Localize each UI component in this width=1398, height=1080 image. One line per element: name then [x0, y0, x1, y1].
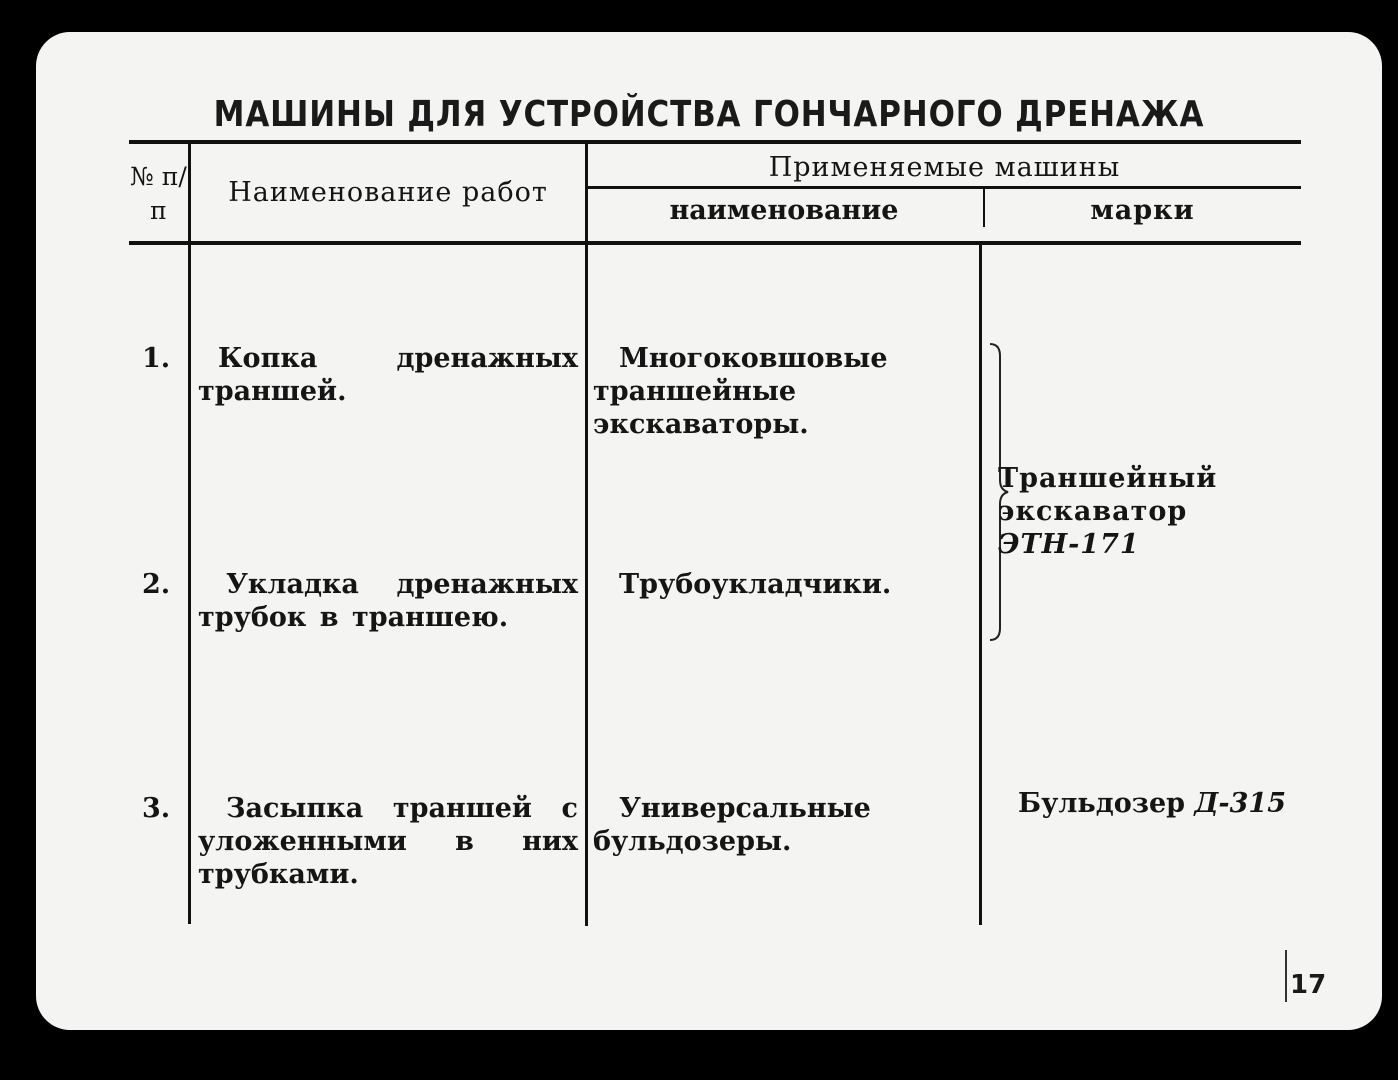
page-number-divider	[1285, 950, 1287, 1002]
row-2-work: Укладка дренажных трубок в траншею.	[198, 569, 578, 633]
marks-group-text: Траншейный экскаватор	[998, 463, 1218, 527]
row-2-num: 2.	[142, 569, 171, 600]
marks-row-3-code: Д-315	[1194, 788, 1286, 819]
slide	[36, 32, 1382, 1030]
row-1-machine: Многоковшовые траншейные экскаваторы.	[593, 343, 888, 440]
column-divider-2	[585, 144, 588, 926]
column-divider-1	[188, 144, 191, 924]
page-title: МАШИНЫ ДЛЯ УСТРОЙСТВА ГОНЧАРНОГО ДРЕНАЖА	[213, 94, 1205, 135]
table-header-bottom-rule	[129, 241, 1301, 245]
marks-row-3-text: Бульдозер	[1018, 788, 1186, 819]
header-marks: марки	[1090, 195, 1195, 226]
row-3-machine: Универсальные бульдозеры.	[593, 793, 871, 857]
marks-row-3	[1018, 787, 1298, 820]
row-3-work: Засыпка траншей с уложенными в них трубками.	[198, 793, 578, 890]
page-number: 17	[1290, 970, 1327, 1000]
header-num: № п/п	[130, 162, 187, 225]
row-3-num: 3.	[142, 793, 171, 824]
header-name: наименование	[669, 195, 899, 226]
table-top-rule	[129, 140, 1301, 144]
row-2-machine: Трубоукладчики.	[619, 569, 892, 600]
header-works: Наименование работ	[228, 177, 548, 208]
row-1-num: 1.	[142, 343, 171, 374]
header-machines: Применяемые машины	[768, 152, 1121, 183]
column-divider-3	[979, 245, 982, 925]
row-1-work: Копка дренажных траншей.	[198, 343, 578, 407]
table-subheader-rule	[588, 186, 1301, 189]
marks-group-code: ЭТН-171	[998, 529, 1140, 560]
marks-group	[998, 462, 1296, 561]
